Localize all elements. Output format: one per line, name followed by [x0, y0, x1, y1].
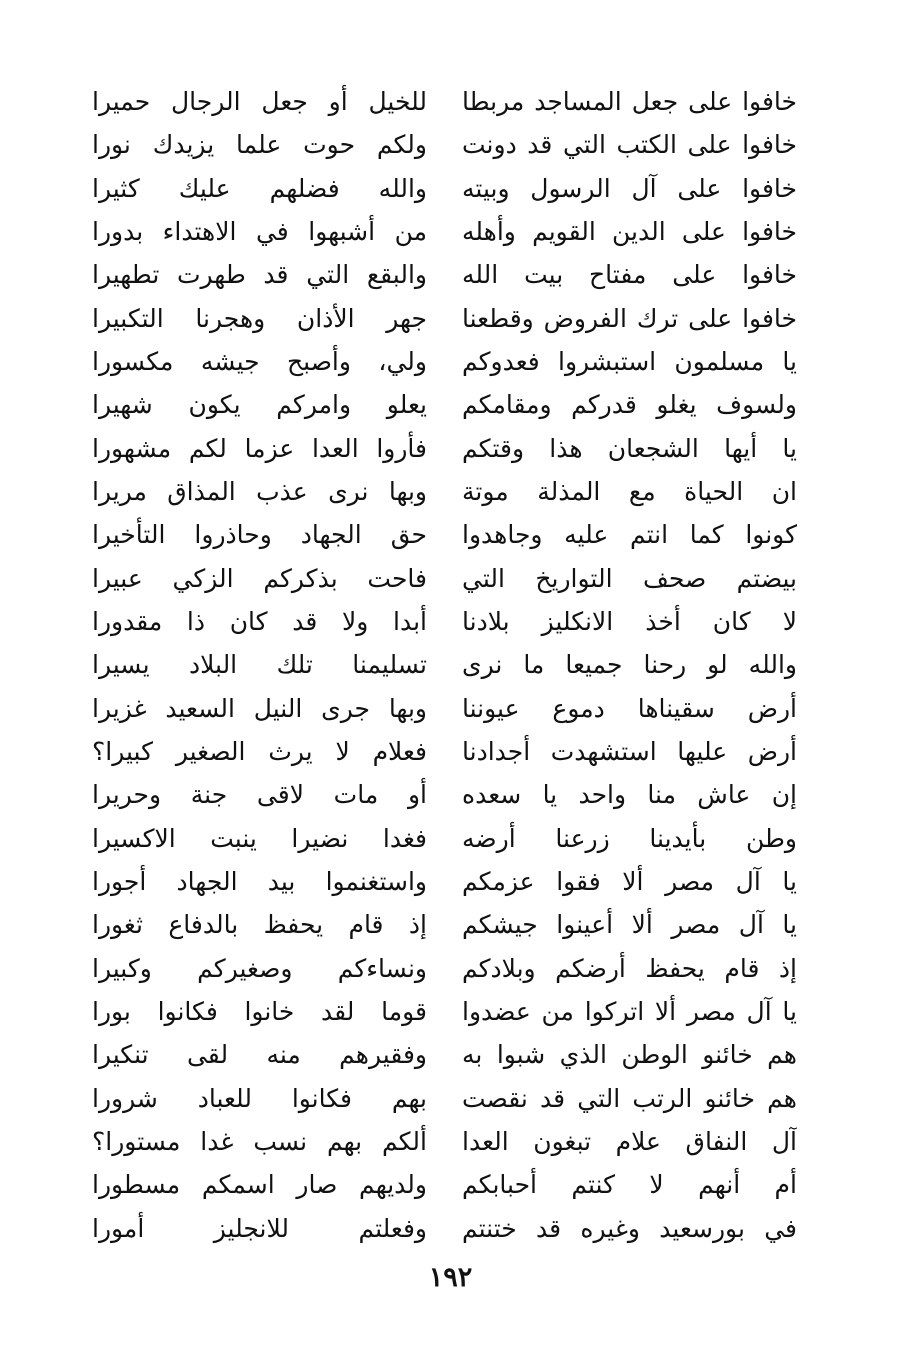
poem-left-column	[92, 80, 427, 1250]
left-hemistich-line-4: من أشبهوا في الاهتداء بدورا	[92, 216, 427, 246]
right-hemistich-line-22: يا آل مصر ألا اتركوا من عضدوا	[462, 996, 797, 1026]
left-hemistich-line-24: بهم فكانوا للعباد شرورا	[92, 1083, 427, 1113]
right-hemistich-line-14: والله لو رحنا جميعا ما نرى	[462, 650, 797, 680]
left-hemistich-line-15: وبها جرى النيل السعيد غزيرا	[92, 693, 427, 723]
left-hemistich-line-20: إذ قام يحفظ بالدفاع ثغورا	[92, 910, 427, 940]
left-hemistich-line-6: جهر الأذان وهجرنا التكبيرا	[92, 303, 427, 333]
left-hemistich-line-21: ونساءكم وصغيركم وكبيرا	[92, 953, 427, 983]
left-hemistich-line-17: أو مات لاقى جنة وحريرا	[92, 780, 427, 810]
left-hemistich-line-23: وفقيرهم منه لقى تنكيرا	[92, 1040, 427, 1070]
right-hemistich-line-26: أم أنهم لا كنتم أحبابكم	[462, 1170, 797, 1200]
right-hemistich-line-18: وطن بأيدينا زرعنا أرضه	[462, 823, 797, 853]
left-hemistich-line-16: فعلام لا يرث الصغير كبيرا؟	[92, 736, 427, 766]
right-hemistich-line-12: بيضتم صحف التواريخ التي	[462, 563, 797, 593]
right-hemistich-line-3: خافوا على آل الرسول وبيته	[462, 173, 797, 203]
left-hemistich-line-9: فأروا العدا عزما لكم مشهورا	[92, 433, 427, 463]
right-hemistich-line-4: خافوا على الدين القويم وأهله	[462, 216, 797, 246]
left-hemistich-line-8: يعلو وامركم يكون شهيرا	[92, 390, 427, 420]
right-hemistich-line-6: خافوا على ترك الفروض وقطعنا	[462, 303, 797, 333]
page-number: ١٩٢	[428, 1262, 473, 1293]
right-hemistich-line-8: ولسوف يغلو قدركم ومقامكم	[462, 390, 797, 420]
right-hemistich-line-25: آل النفاق علام تبغون العدا	[462, 1126, 797, 1156]
right-hemistich-line-11: كونوا كما انتم عليه وجاهدوا	[462, 520, 797, 550]
right-hemistich-line-17: إن عاش منا واحد يا سعده	[462, 780, 797, 810]
right-hemistich-line-24: هم خائنو الرتب التي قد نقصت	[462, 1083, 797, 1113]
left-hemistich-line-26: ولديهم صار اسمكم مسطورا	[92, 1170, 427, 1200]
right-hemistich-line-5: خافوا على مفتاح بيت الله	[462, 260, 797, 290]
left-hemistich-line-25: ألكم بهم نسب غدا مستورا؟	[92, 1126, 427, 1156]
right-hemistich-line-10: ان الحياة مع المذلة موتة	[462, 476, 797, 506]
left-hemistich-line-3: والله فضلهم عليك كثيرا	[92, 173, 427, 203]
right-hemistich-line-20: يا آل مصر ألا أعينوا جيشكم	[462, 910, 797, 940]
left-hemistich-line-13: أبدا ولا قد كان ذا مقدورا	[92, 606, 427, 636]
right-hemistich-line-21: إذ قام يحفظ أرضكم وبلادكم	[462, 953, 797, 983]
left-hemistich-line-11: حق الجهاد وحاذروا التأخيرا	[92, 520, 427, 550]
right-hemistich-line-1: خافوا على جعل المساجد مربطا	[462, 87, 797, 116]
right-hemistich-line-13: لا كان أخذ الانكليز بلادنا	[462, 606, 797, 636]
left-hemistich-line-5: والبقع التي قد طهرت تطهيرا	[92, 260, 427, 290]
right-hemistich-line-16: أرض عليها استشهدت أجدادنا	[462, 736, 797, 766]
left-hemistich-line-1: للخيل أو جعل الرجال حميرا	[92, 87, 427, 116]
left-hemistich-line-22: قوما لقد خانوا فكانوا بورا	[92, 996, 427, 1026]
right-hemistich-line-2: خافوا على الكتب التي قد دونت	[462, 130, 797, 160]
left-hemistich-line-2: ولكم حوت علما يزيدك نورا	[92, 130, 427, 160]
left-hemistich-line-27: وفعلتم للانجليز أمورا	[92, 1213, 427, 1243]
right-hemistich-line-7: يا مسلمون استبشروا فعدوكم	[462, 346, 797, 376]
left-hemistich-line-18: فغدا نضيرا ينبت الاكسيرا	[92, 823, 427, 853]
left-hemistich-line-10: وبها نرى عذب المذاق مريرا	[92, 476, 427, 506]
left-hemistich-line-19: واستغنموا بيد الجهاد أجورا	[92, 866, 427, 896]
left-hemistich-line-7: ولي، وأصبح جيشه مكسورا	[92, 346, 427, 376]
right-hemistich-line-19: يا آل مصر ألا فقوا عزمكم	[462, 866, 797, 896]
poem-body	[92, 80, 797, 1250]
right-hemistich-line-9: يا أيها الشجعان هذا وقتكم	[462, 433, 797, 463]
left-hemistich-line-12: فاحت بذكركم الزكي عبيرا	[92, 563, 427, 593]
right-hemistich-line-23: هم خائنو الوطن الذي شبوا به	[462, 1040, 797, 1070]
right-hemistich-line-27: في بورسعيد وغيره قد ختنتم	[462, 1213, 797, 1243]
right-hemistich-line-15: أرض سقيناها دموع عيوننا	[462, 693, 797, 723]
left-hemistich-line-14: تسليمنا تلك البلاد يسيرا	[92, 650, 427, 680]
poem-right-column	[462, 80, 797, 1250]
